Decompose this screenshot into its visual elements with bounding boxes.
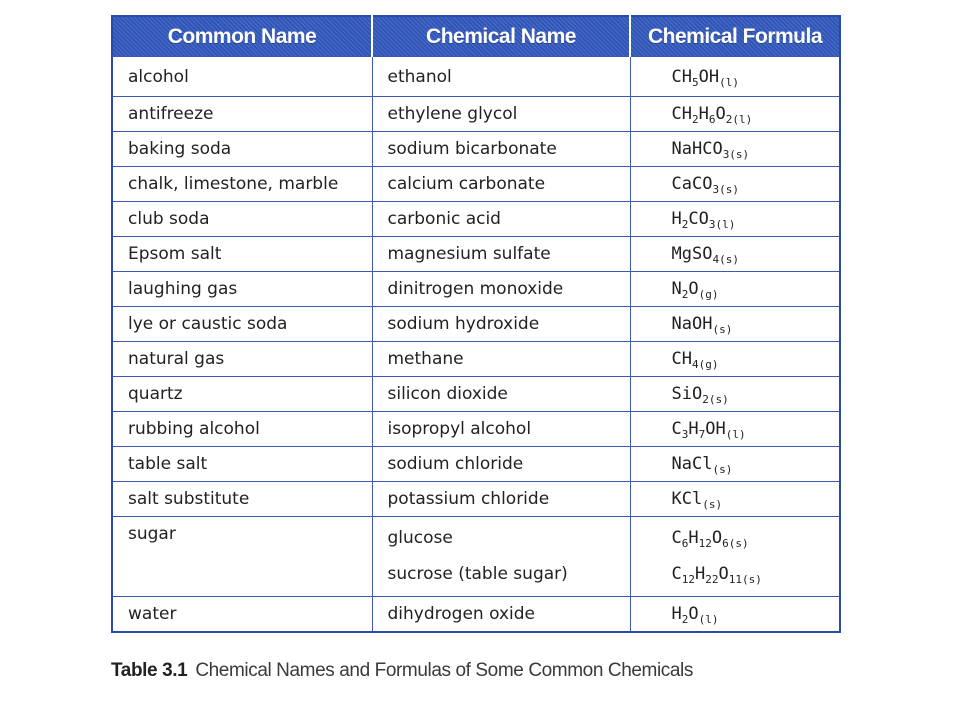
formula-element: SiO [671,384,703,404]
common-name-cell [112,412,372,447]
header-chemical-formula: Chemical Formula [630,16,840,57]
table-header [112,16,840,57]
formula-subscript: 7 [698,428,706,441]
table-body [112,57,840,633]
formula-subscript: 3 [681,428,689,441]
formula-subscript: (s) [712,463,733,476]
formula-subscript: (s) [702,498,723,511]
chemical-name-cell [372,132,630,167]
chemical-name: dinitrogen monoxide [387,279,564,299]
common-name-cell [112,377,372,412]
chemical-name: silicon dioxide [387,384,508,404]
common-name: alcohol [128,66,189,87]
chemical-formula [672,454,733,474]
formula-subscript: 12 [681,572,695,586]
chemical-name: ethanol [387,66,452,87]
common-name: natural gas [128,349,225,369]
table-row [112,132,840,167]
table-row [112,412,840,447]
formula-element: NaOH [671,314,713,334]
chemical-formula [672,314,733,334]
table-row [112,307,840,342]
formula-element: H [681,66,692,87]
table-row [112,342,840,377]
formula-element: O [711,527,723,548]
formula-subscript: 3(s) [722,148,750,161]
common-name-cell [112,132,372,167]
formula-subscript: 2 [691,113,699,126]
formula-element: CH [671,104,692,124]
caption-label: Table 3.1 [111,660,188,681]
common-name: chalk, limestone, marble [128,174,339,194]
common-name-cell [112,342,372,377]
common-name-cell [112,237,372,272]
common-name-cell [112,307,372,342]
chemical-formula [672,604,719,624]
formula-subscript: (l) [725,428,746,441]
chemical-name-cell [372,377,630,412]
formula-subscript: (s) [712,323,733,336]
chemical-formula-cell [630,57,840,97]
table-row [112,272,840,307]
chemical-name: ethylene glycol [387,104,518,124]
formula-element: O [715,104,726,124]
table-row [112,57,840,97]
chemical-formula-cell [630,97,840,132]
chemical-name: magnesium sulfate [387,244,551,264]
formula-subscript: 6 [681,536,689,550]
header-row [112,16,840,57]
chemical-formula-cell [630,272,840,307]
chemical-name-cell [372,57,630,97]
table-row [112,202,840,237]
common-name: water [128,604,177,624]
formula-element: H [671,209,682,229]
formula-element: H [698,104,709,124]
chemical-name: sodium hydroxide [387,314,540,334]
chemical-formula [672,419,746,439]
formula-subscript: 12 [698,536,712,550]
chemical-name: sodium chloride [387,454,524,474]
table-row [112,597,840,633]
chemical-formula-cell [630,307,840,342]
formula-element: MgSO [671,244,713,264]
chemical-name-cell [372,597,630,633]
common-name: baking soda [128,139,232,159]
common-name: club soda [128,209,210,229]
chemical-formula [672,244,739,264]
formula-subscript: (l) [698,613,719,626]
formula-element: H [688,419,699,439]
table-row [112,517,840,597]
common-name: lye or caustic soda [128,314,288,334]
chemical-formula [672,174,739,194]
common-name-cell [112,167,372,202]
formula-subscript: 5 [692,75,699,89]
chemical-formula [672,209,736,229]
table-caption [111,660,693,682]
formula-element: CH [671,349,692,369]
common-name-cell [112,447,372,482]
formula-element: OH [698,66,720,87]
chemical-name-cell [372,412,630,447]
formula-element: H [688,527,699,548]
formula-element: O [688,604,699,624]
table-row [112,447,840,482]
common-name-cell [112,57,372,97]
chemical-name-cell [372,517,630,597]
common-name-cell [112,202,372,237]
formula-element: O [718,563,729,584]
chemical-formula [672,384,729,404]
chemicals-table [111,15,841,633]
formula-element: NaCl [671,454,713,474]
formula-subscript: 2(l) [725,113,753,126]
formula-element: C [671,419,682,439]
table-row [112,237,840,272]
formula-element: CO [688,209,709,229]
chemical-formula-cell [630,342,840,377]
chemical-name-cell [372,167,630,202]
chemical-formula-cell [630,237,840,272]
chemical-name-cell [372,447,630,482]
common-name: salt substitute [128,489,250,509]
chemical-formula-cell [630,167,840,202]
formula-element: NaHCO [671,139,723,159]
chemical-formula [672,349,719,369]
table-row [112,482,840,517]
chemical-name-cell [372,237,630,272]
chemical-formula [672,139,750,159]
table-row [112,377,840,412]
table-row [112,97,840,132]
common-name: rubbing alcohol [128,419,260,439]
formula-subscript: 2 [681,288,689,301]
formula-element: CaCO [671,174,713,194]
formula-subscript: 2 [681,613,689,626]
common-name-cell [112,272,372,307]
chemical-name-cell [372,97,630,132]
formula-element: C [671,66,682,87]
common-name-cell [112,97,372,132]
header-common-name: Common Name [112,16,372,57]
chemical-name: potassium chloride [387,489,550,509]
formula-subscript: 2(s) [702,393,729,406]
formula-subscript: (g) [698,288,719,301]
chemical-name: sucrose (table sugar) [387,563,568,584]
chemical-formula-cell [630,597,840,633]
chemical-formula [672,520,840,556]
chemical-name-cell [372,202,630,237]
common-name: quartz [128,384,183,404]
formula-subscript: 4(s) [712,253,739,266]
formula-subscript: 4(g) [691,358,719,371]
formula-subscript: 6(s) [722,536,749,550]
chemical-formula-cell [630,377,840,412]
table-row [112,167,840,202]
chemical-name: methane [387,349,464,369]
chemical-name-cell [372,482,630,517]
chemical-formula [672,279,719,299]
formula-element: C [671,563,682,584]
caption-text: Chemical Names and Formulas of Some Common Chemicals [195,660,693,681]
chemical-name-cell [372,342,630,377]
formula-element: O [688,279,699,299]
chemical-name-cell [372,272,630,307]
formula-element: KCl [671,489,703,509]
chemical-name: calcium carbonate [387,174,546,194]
chemical-name: dihydrogen oxide [387,604,535,624]
header-chemical-name: Chemical Name [372,16,630,57]
common-name-cell [112,482,372,517]
chemical-name: glucose [387,527,453,548]
common-name: antifreeze [128,104,214,124]
chemical-formula-cell [630,517,840,597]
chemical-formula [672,104,753,124]
formula-subscript: (l) [719,75,739,89]
chemical-formula-cell [630,132,840,167]
chemical-name: carbonic acid [387,209,501,229]
formula-element: N [671,279,682,299]
formula-element: H [671,604,682,624]
chemical-name: isopropyl alcohol [387,419,532,439]
chemical-formula-cell [630,447,840,482]
chemical-name: sodium bicarbonate [387,139,557,159]
formula-element: OH [705,419,726,439]
chemical-formula [672,489,723,509]
common-name: sugar [128,524,176,544]
chemical-name-cell [372,307,630,342]
formula-subscript: 3(l) [708,218,736,231]
formula-element: C [671,527,682,548]
common-name: table salt [128,454,208,474]
formula-element: H [695,563,706,584]
formula-subscript: 22 [705,572,719,586]
common-name: laughing gas [128,279,238,299]
chemical-formula-cell [630,202,840,237]
chemical-formula-cell [630,482,840,517]
chemical-formula-cell [630,412,840,447]
chemical-formula [672,556,840,592]
formula-subscript: 2 [681,218,689,231]
common-name: Epsom salt [128,244,222,264]
formula-subscript: 3(s) [712,183,739,196]
chemical-formula [672,67,739,87]
common-name-cell [112,597,372,633]
common-name-cell [112,517,372,597]
formula-subscript: 11(s) [728,572,762,586]
formula-subscript: 6 [708,113,716,126]
